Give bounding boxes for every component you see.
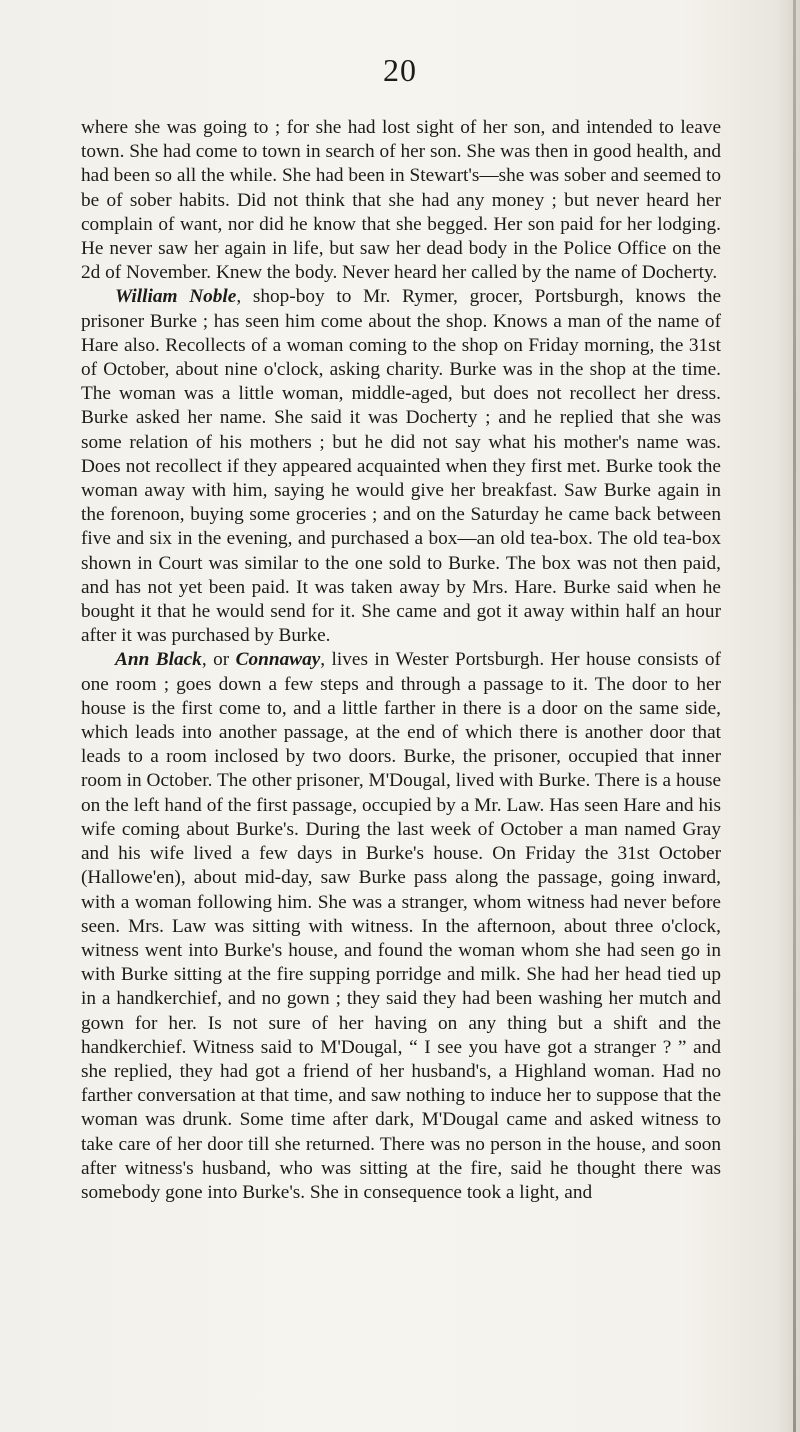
- paragraph-text: , shop-boy to Mr. Rymer, grocer, Portsburgh, knows the prisoner Burke ; has seen him come about the shop. Knows a man of the name of Hare also. Recollects of a woman coming to the shop on Friday morning, the 31st of October, about nine o'clock, asking charity. Burke was in the shop at the time. The woman was a little woman, middle-aged, but does not recollect her dress. Burke asked her name. She said it was Docherty ; and he replied that she was some relation of his mothers ; but he did not say what his mother's name was. Does not recollect if they appeared acquainted when they first met. Burke took the woman away with him, saying he would give her breakfast. Saw Burke again in the forenoon, buying some groceries ; and on the Saturday he came back between five and six in the evening, and purchased a box—an old tea-box. The old tea-box shown in Court was similar to the one sold to Burke. The box was not then paid, and has not yet been paid. It was taken away by Mrs. Hare. Burke said when he bought it that he would send for it. She came and got it away within half an hour after it was purchased by Burke.: [81, 286, 722, 647]
- witness-name: Connaway: [235, 649, 321, 671]
- paragraph-2: [81, 285, 721, 648]
- paragraph-text: , lives in Wester Portsburgh. Her house consists of one room ; goes down a few steps and through a passage to it. The door to her house is the first come to, and a little farther in there is a door on the same side, which leads into another passage, at the end of which there is another door that leads to a room inclosed by two doors. Burke, the prisoner, occupied that inner room in October. The other prisoner, M'Dougal, lived with Burke. There is a house on the left hand of the first passage, occupied by a Mr. Law. Has seen Hare and his wife coming about Burke's. During the last week of October a man named Gray and his wife lived a few days in Burke's house. On Friday the 31st October (Hallowe'en), about mid-day, saw Burke pass along the passage, going inward, with a woman following him. She was a stranger, whom witness had never before seen. Mrs. Law was sitting with witness. In the afternoon, about three o'clock, witness went into Burke's house, and found the woman whom she had seen go in with Burke sitting at the fire supping porridge and milk. She had her head tied up in a handkerchief, and no gown ; they said they had been washing her mutch and gown for her. Is not sure of her having on any thing but a shift and the handkerchief. Witness said to M'Dougal, “ I see you have got a stranger ? ” and she replied, they had got a friend of her husband's, a Highland woman. Had no farther conversation at that time, and saw nothing to induce her to suppose that the woman was drunk. Some time after dark, M'Dougal came and asked witness to take care of her door till she returned. There was no person in the house, and soon after witness's husband, who was sitting at the fire, said he thought there was somebody gone into Burke's. She in consequence took a light, and: [81, 649, 721, 1203]
- paragraph-text: , or: [201, 649, 236, 671]
- page-number: 20: [383, 52, 417, 88]
- paragraph-1: [81, 116, 721, 285]
- witness-name: Ann Black: [115, 649, 202, 671]
- page-edge-shadow: [793, 0, 796, 1432]
- paragraph-text: where she was going to ; for she had lost sight of her son, and intended to leave town. She had come to town in search of her son. She was then in good health, and had been so all the while. She had been in Stewart's—she was sober and seemed to be of sober habits. Did not think that she had any money ; but never heard her complain of want, nor did he know that she begged. Her son paid for her lodging. He never saw her again in life, but saw her dead body in the Police Office on the 2d of November. Knew the body. Never heard her called by the name of Docherty.: [81, 117, 721, 284]
- body-text: [81, 116, 721, 1205]
- witness-name: William Noble: [115, 286, 237, 308]
- paragraph-3: [81, 648, 721, 1205]
